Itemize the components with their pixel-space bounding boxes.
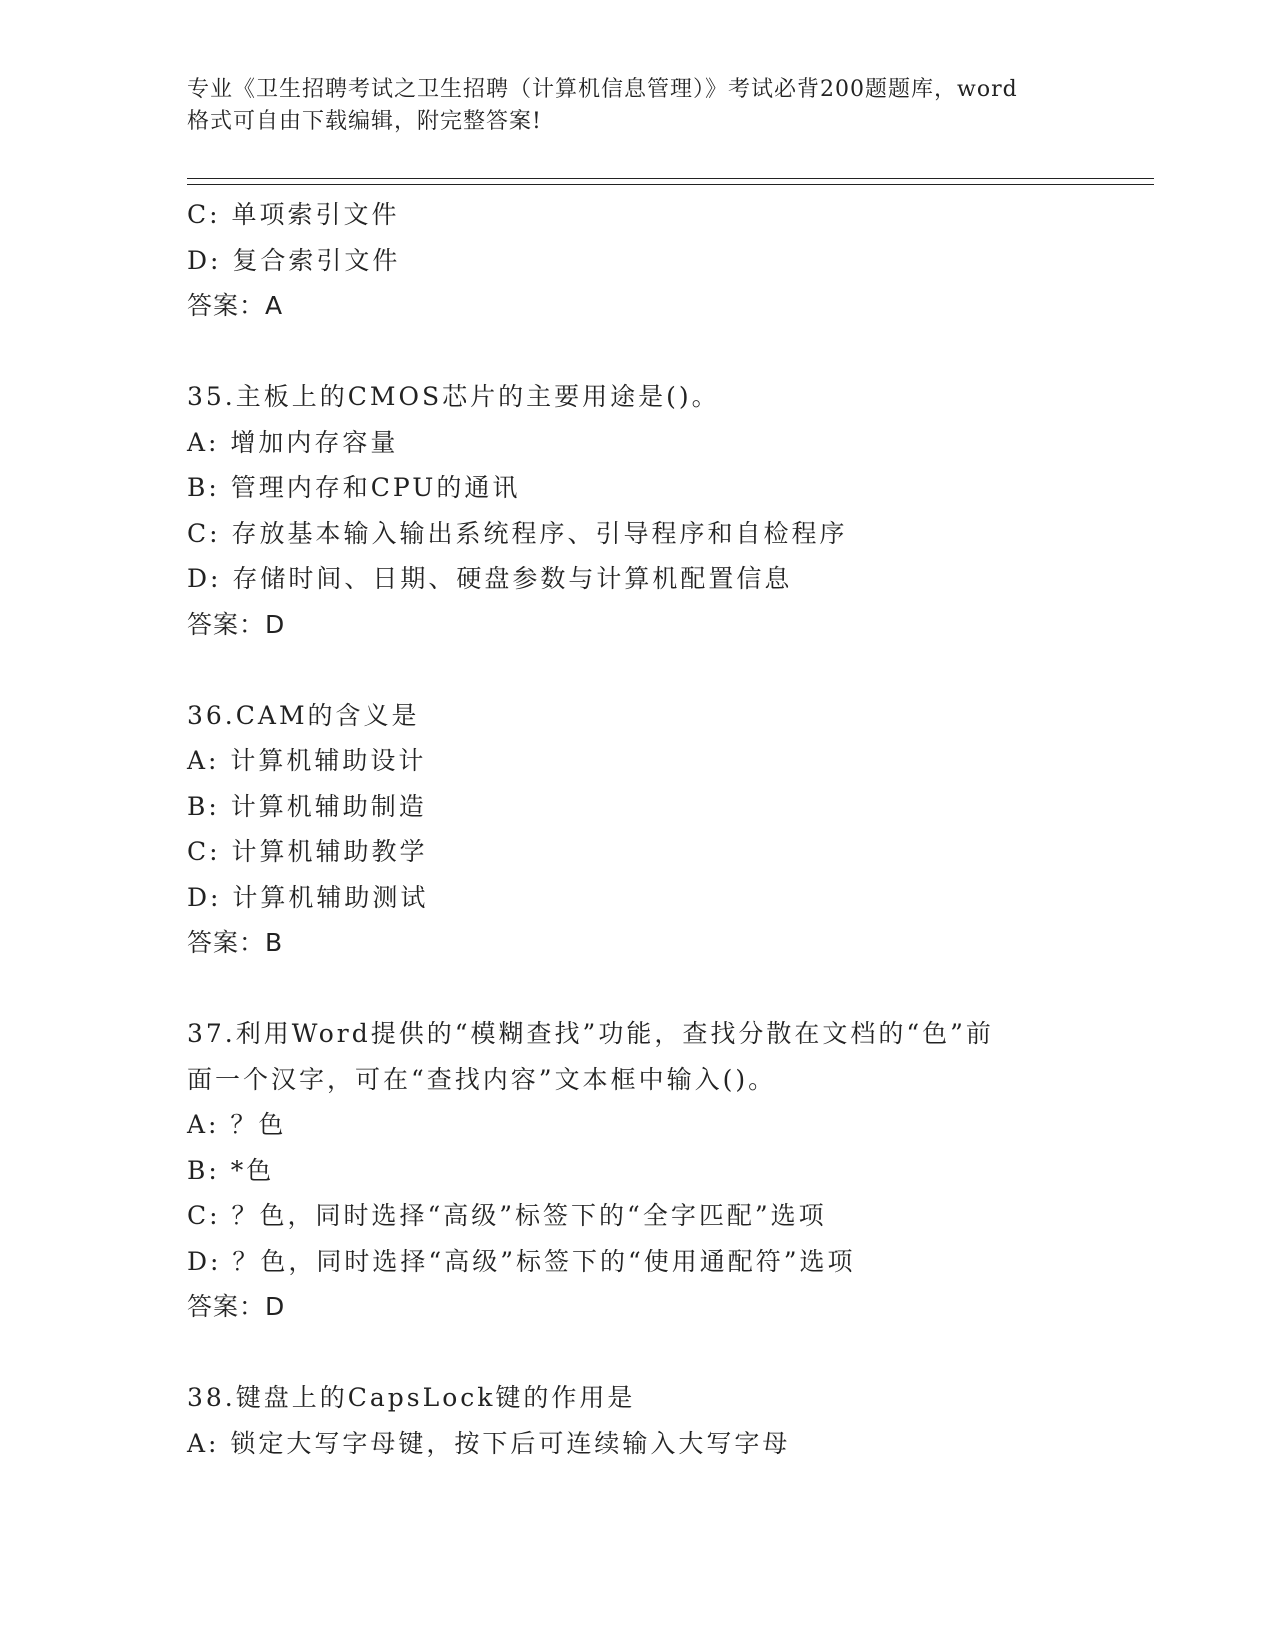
question-block-35 [187, 374, 1147, 647]
spacer [187, 329, 1147, 375]
option-c: C: 单项索引文件 [187, 200, 400, 229]
option-a: A: 计算机辅助设计 [187, 746, 427, 775]
question-text: 35.主板上的CMOS芯片的主要用途是()。 [187, 382, 720, 411]
spacer [187, 966, 1147, 1012]
option-a: A: 锁定大写字母键，按下后可连续输入大写字母 [187, 1428, 791, 1458]
question-text-line-2: 面一个汉字，可在“查找内容”文本框中输入()。 [187, 1064, 777, 1094]
answer-line: 答案：D [187, 609, 286, 639]
option-d: D: ？色，同时选择“高级”标签下的“使用通配符”选项 [187, 1246, 856, 1276]
question-text-line-1: 37.利用Word提供的“模糊查找”功能，查找分散在文档的“色”前 [187, 1019, 994, 1048]
spacer [187, 647, 1147, 693]
option-b: B: 计算机辅助制造 [187, 791, 427, 821]
question-block-34 [187, 192, 1147, 329]
document-header [187, 74, 1087, 138]
spacer [187, 1330, 1147, 1376]
question-list [187, 192, 1147, 1466]
question-text: 36.CAM的含义是 [187, 700, 420, 730]
header-rule-bottom [187, 184, 1154, 185]
option-a: A: 增加内存容量 [187, 427, 399, 457]
option-c: C: ？色，同时选择“高级”标签下的“全字匹配”选项 [187, 1201, 827, 1230]
option-d: D: 计算机辅助测试 [187, 882, 429, 912]
header-title-line-2: 格式可自由下载编辑，附完整答案! [187, 109, 542, 134]
option-b: B: *色 [187, 1155, 275, 1185]
header-title-line-1: 专业《卫生招聘考试之卫生招聘（计算机信息管理）》考试必背200题题库，word [187, 77, 1018, 102]
answer-line: 答案：B [187, 928, 284, 957]
option-c: C: 存放基本输入输出系统程序、引导程序和自检程序 [187, 518, 848, 548]
question-block-37 [187, 1011, 1147, 1330]
option-b: B: 管理内存和CPU的通讯 [187, 473, 521, 502]
option-d: D: 复合索引文件 [187, 245, 401, 275]
question-block-36 [187, 693, 1147, 966]
option-a: A: ？色 [187, 1110, 287, 1139]
question-text: 38.键盘上的CapsLock键的作用是 [187, 1383, 636, 1412]
question-block-38 [187, 1375, 1147, 1466]
answer-line: 答案：D [187, 1292, 286, 1321]
option-c: C: 计算机辅助教学 [187, 837, 428, 866]
option-d: D: 存储时间、日期、硬盘参数与计算机配置信息 [187, 564, 793, 593]
header-rule-top [187, 178, 1154, 179]
answer-line: 答案：A [187, 291, 284, 320]
